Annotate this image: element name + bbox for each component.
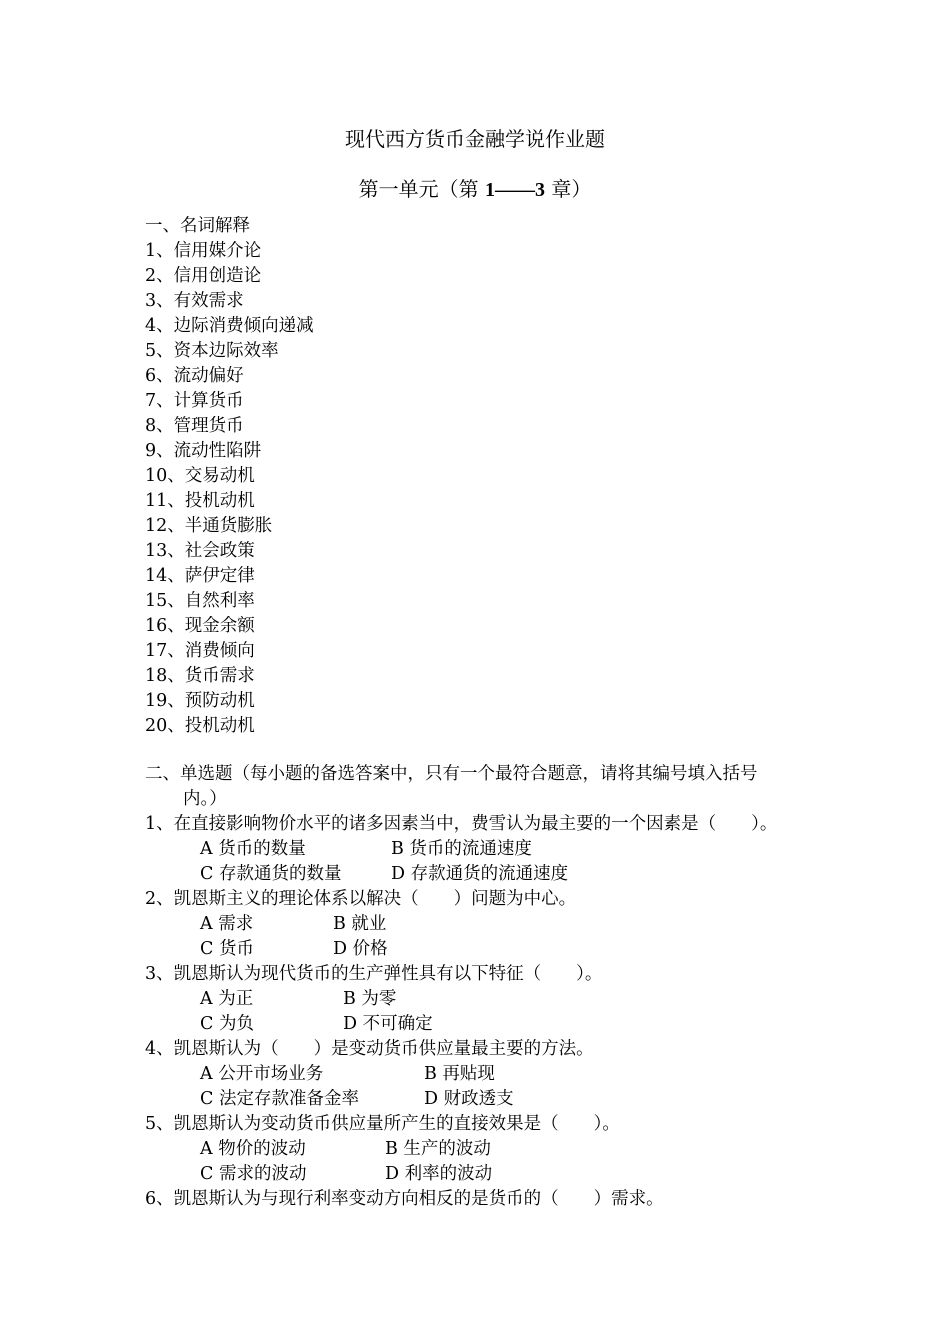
question-stem: 5、凯恩斯认为变动货币供应量所产生的直接效果是（ ）。	[145, 1114, 620, 1134]
unit-start-chapter: 1	[485, 179, 495, 201]
option-b: B 再贴现	[424, 1064, 495, 1084]
option-a: A 为正	[200, 989, 254, 1009]
section2-heading-line2: 内。）	[183, 789, 227, 809]
term-item: 11、投机动机	[145, 491, 255, 511]
term-item: 5、资本边际效率	[145, 341, 279, 361]
option-b: B 为零	[343, 989, 397, 1009]
option-c: C 法定存款准备金率	[200, 1089, 359, 1109]
unit-suffix: 章）	[545, 177, 592, 201]
option-d: D 价格	[333, 939, 388, 959]
term-item: 2、信用创造论	[145, 266, 262, 286]
unit-dash: ——	[495, 179, 535, 201]
option-c: C 需求的波动	[200, 1164, 307, 1184]
term-item: 7、计算货币	[145, 391, 244, 411]
question-stem: 6、凯恩斯认为与现行利率变动方向相反的是货币的（ ）需求。	[145, 1189, 664, 1209]
question-stem: 2、凯恩斯主义的理论体系以解决（ ）问题为中心。	[145, 889, 577, 909]
question-stem: 4、凯恩斯认为（ ）是变动货币供应量最主要的方法。	[145, 1039, 594, 1059]
unit-subtitle	[0, 173, 950, 202]
term-item: 19、预防动机	[145, 691, 255, 711]
term-item: 14、萨伊定律	[145, 566, 255, 586]
term-item: 10、交易动机	[145, 466, 255, 486]
option-a: A 物价的波动	[200, 1139, 306, 1159]
option-c: C 为负	[200, 1014, 254, 1034]
term-item: 17、消费倾向	[145, 641, 255, 661]
option-b: B 货币的流通速度	[391, 839, 532, 859]
option-d: D 财政透支	[424, 1089, 514, 1109]
term-item: 9、流动性陷阱	[145, 441, 262, 461]
option-c: C 货币	[200, 939, 254, 959]
term-item: 20、投机动机	[145, 716, 255, 736]
term-item: 16、现金余额	[145, 616, 255, 636]
option-a: A 公开市场业务	[200, 1064, 324, 1084]
option-b: B 就业	[333, 914, 387, 934]
term-item: 18、货币需求	[145, 666, 255, 686]
unit-prefix: 第一单元（第	[358, 177, 485, 201]
option-d: D 利率的波动	[385, 1164, 493, 1184]
question-stem: 3、凯恩斯认为现代货币的生产弹性具有以下特征（ ）。	[145, 964, 603, 984]
option-b: B 生产的波动	[385, 1139, 491, 1159]
term-item: 15、自然利率	[145, 591, 255, 611]
unit-end-chapter: 3	[535, 179, 545, 201]
option-a: A 货币的数量	[200, 839, 306, 859]
question-stem: 1、在直接影响物价水平的诸多因素当中，费雪认为最主要的一个因素是（ ）。	[145, 814, 778, 834]
term-item: 12、半通货膨胀	[145, 516, 273, 536]
option-d: D 不可确定	[343, 1014, 433, 1034]
option-a: A 需求	[200, 914, 254, 934]
term-item: 6、流动偏好	[145, 366, 244, 386]
option-d: D 存款通货的流通速度	[391, 864, 569, 884]
option-c: C 存款通货的数量	[200, 864, 342, 884]
term-item: 3、有效需求	[145, 291, 244, 311]
section2-heading	[145, 762, 815, 812]
term-item: 4、边际消费倾向递减	[145, 316, 314, 336]
section2-heading-line1: 二、单选题（每小题的备选答案中，只有一个最符合题意，请将其编号填入括号	[145, 764, 758, 784]
document-title: 现代西方货币金融学说作业题	[345, 127, 605, 151]
term-item: 1、信用媒介论	[145, 241, 262, 261]
section1-heading: 一、名词解释	[145, 216, 250, 236]
term-item: 13、社会政策	[145, 541, 255, 561]
term-item: 8、管理货币	[145, 416, 244, 436]
